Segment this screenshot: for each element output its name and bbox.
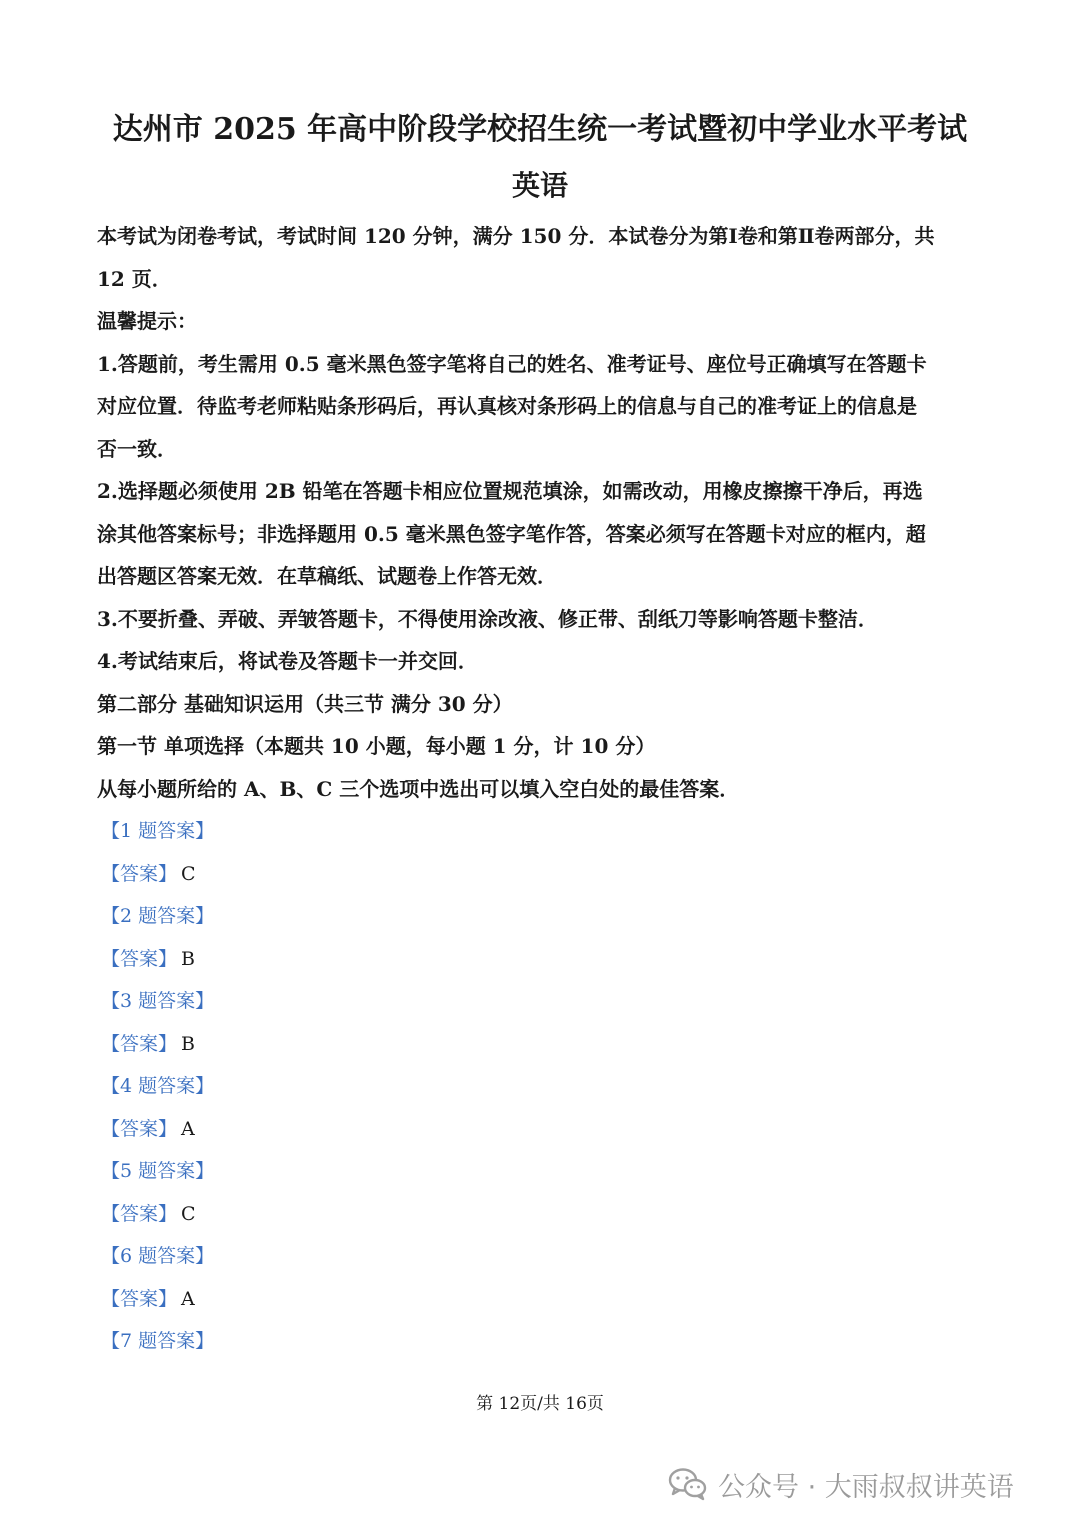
answer-item	[101, 1278, 218, 1321]
answer-value: A	[181, 1287, 195, 1310]
answer-tag: 【6 题答案】	[101, 1245, 215, 1267]
intro-line: 3.不要折叠、弄破、弄皱答题卡，不得使用涂改液、修正带、刮纸刀等影响答题卡整洁．	[97, 606, 878, 631]
answer-tag: 【2 题答案】	[101, 905, 215, 927]
section-heading: 第二部分 基础知识运用（共三节 满分 30 分）	[97, 691, 513, 716]
answer-value: C	[181, 1202, 196, 1225]
answer-item	[101, 1150, 218, 1193]
intro-line: 本考试为闭卷考试，考试时间 120 分钟，满分 150 分．本试卷分为第Ⅰ卷和第Ⅱ卷两部分，共	[97, 224, 935, 248]
answer-value: B	[181, 1032, 195, 1055]
page-number: 第 12页/共 16页	[476, 1394, 604, 1414]
instruction-line: 从每小题所给的 A、B、C 三个选项中选出可以填入空白处的最佳答案．	[97, 776, 740, 801]
subsection-heading: 第一节 单项选择（本题共 10 小题，每小题 1 分，计 10 分）	[97, 734, 656, 758]
intro-line: 12 页．	[97, 266, 172, 291]
answer-value: A	[181, 1117, 195, 1140]
answer-item	[101, 980, 218, 1023]
intro-line: 温馨提示：	[97, 309, 197, 333]
answer-tag: 【答案】	[101, 1117, 178, 1140]
answer-tag: 【答案】	[101, 1202, 178, 1225]
answer-tag: 【4 题答案】	[101, 1075, 215, 1097]
answer-item	[101, 1235, 218, 1278]
watermark	[668, 1462, 1014, 1506]
answer-tag: 【答案】	[101, 862, 178, 885]
answer-tag: 【答案】	[101, 1287, 178, 1310]
answer-item	[101, 1023, 218, 1066]
answer-item	[101, 895, 218, 938]
answer-item	[101, 938, 218, 981]
intro-line: 否一致．	[97, 436, 177, 461]
answer-tag: 【答案】	[101, 947, 178, 970]
wechat-icon	[668, 1467, 708, 1501]
answer-item	[101, 1193, 218, 1236]
intro-text	[97, 215, 987, 810]
intro-line: 2.选择题必须使用 2B 铅笔在答题卡相应位置规范填涂，如需改动，用橡皮擦擦干净后，再选	[97, 479, 923, 503]
answer-value: B	[181, 947, 195, 970]
answer-value: C	[181, 862, 196, 885]
answer-item	[101, 1065, 218, 1108]
answer-list	[101, 810, 218, 1363]
intro-line: 4.考试结束后，将试卷及答题卡一并交回．	[97, 649, 478, 673]
answer-tag: 【3 题答案】	[101, 990, 215, 1012]
intro-line: 对应位置．待监考老师粘贴条形码后，再认真核对条形码上的信息与自己的准考证上的信息是	[97, 394, 917, 418]
exam-title: 达州市 2025 年高中阶段学校招生统一考试暨初中学业水平考试	[112, 112, 968, 147]
intro-line: 出答题区答案无效．在草稿纸、试题卷上作答无效．	[97, 564, 557, 588]
watermark-text: 公众号 · 大雨叔叔讲英语	[718, 1471, 1014, 1503]
intro-line: 涂其他答案标号；非选择题用 0.5 毫米黑色签字笔作答，答案必须写在答题卡对应的框内，超	[97, 521, 926, 546]
answer-tag: 【7 题答案】	[101, 1330, 215, 1352]
answer-tag: 【答案】	[101, 1032, 178, 1055]
answer-tag: 【5 题答案】	[101, 1160, 215, 1182]
answer-tag: 【1 题答案】	[101, 820, 215, 842]
answer-item	[101, 1320, 218, 1363]
answer-item	[101, 1108, 218, 1151]
answer-item	[101, 810, 218, 853]
intro-line: 1.答题前，考生需用 0.5 毫米黑色签字笔将自己的姓名、准考证号、座位号正确填写在答题卡	[97, 351, 927, 376]
exam-subject: 英语	[511, 169, 568, 202]
answer-item	[101, 853, 218, 896]
